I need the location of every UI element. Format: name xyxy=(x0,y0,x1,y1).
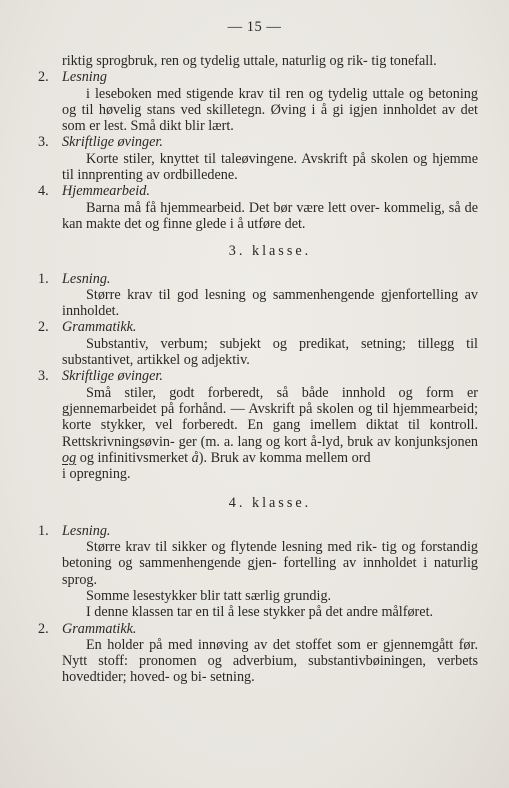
klasse2-item xyxy=(38,183,478,232)
conjunction-og: og xyxy=(62,449,77,466)
item-title: Lesning. xyxy=(62,270,111,287)
item-title: Hjemmearbeid. xyxy=(62,183,150,200)
item-title: Lesning. xyxy=(62,522,111,539)
item-paragraph: I denne klassen tar en til å lese stykker på det andre målføret. xyxy=(86,604,434,621)
item-number: 2. xyxy=(38,620,49,637)
item-title: Grammatikk. xyxy=(62,620,137,637)
klasse2-item xyxy=(38,134,478,183)
item-number: 4. xyxy=(38,183,49,200)
klasse3-heading: 3. klasse. xyxy=(228,243,312,260)
klasse4-item xyxy=(38,621,478,686)
item-paragraph: Små stiler, godt forberedt, så både innhold og form er gjennemarbeidet på forhånd. — Avskrift på skolen og til hjemmearbeid; korte stykker, vel forberedt. En gang imellem diktat til kontroll. Rettskrivningsøvin- ger (m. a. lang og kort å-lyd, bruk av konjunksjonen og og infinitivsmerket å). Bruk av komma mellem ord xyxy=(62,384,479,466)
infinitive-marker: å xyxy=(191,449,199,466)
klasse3-item xyxy=(38,319,478,368)
spacer xyxy=(38,260,478,271)
klasse3-item xyxy=(38,368,478,482)
page-number: — 15 — xyxy=(227,19,282,35)
intro-paragraph: riktig sprogbruk, ren og tydelig uttale, naturlig og rik- tig tonefall. xyxy=(62,53,437,69)
item-paragraph: Barna må få hjemmearbeid. Det bør være lett over- kommelig, så de kan makte det og finne glede i å utføre det. xyxy=(62,199,479,232)
item-title: Grammatikk. xyxy=(62,319,137,336)
item-paragraph: Substantiv, verbum; subjekt og predikat, setning; tillegg til substantivet, artikkel og adjektiv. xyxy=(62,335,478,369)
item-paragraph: Større krav til sikker og flytende lesning med rik- tig og forstandig betoning og sammenhengende gjen- fortelling av innholdet i naturlig sprog. xyxy=(62,539,478,588)
item-paragraph: En holder på med innøving av det stoffet som er gjennemgått før. Nytt stoff: pronomen og adverbium, substantivbøiningen, verbets hovedtider; hoved- og bi- setning. xyxy=(62,636,479,686)
spacer xyxy=(38,512,478,523)
item-title: Lesning xyxy=(62,69,107,86)
item-number: 2. xyxy=(38,319,49,336)
klasse4-item xyxy=(38,523,478,621)
klasse2-item xyxy=(38,69,478,134)
item-number: 3. xyxy=(38,134,49,151)
item-number: 1. xyxy=(38,270,49,287)
item-paragraph: Korte stiler, knyttet til taleøvingene. Avskrift på skolen og hjemme til innprenting av ordbilledene. xyxy=(62,150,479,184)
item-paragraph: Somme lesestykker blir tatt særlig grundig. xyxy=(86,587,332,604)
page-text xyxy=(38,53,478,686)
item-title: Skriftlige øvinger. xyxy=(62,134,163,151)
klasse4-heading: 4. klasse. xyxy=(228,495,312,512)
item-title: Skriftlige øvinger. xyxy=(62,368,163,385)
item-number: 1. xyxy=(38,522,49,539)
spacer xyxy=(38,482,478,495)
item-number: 3. xyxy=(38,368,49,385)
item-paragraph: i leseboken med stigende krav til ren og tydelig uttale og betoning og til høvelig stans ved skilletegn. Øving i å gi igjen innholdet av det som er lest. Små dikt blir lært. xyxy=(62,85,479,135)
item-number: 2. xyxy=(38,69,49,86)
item-paragraph: Større krav til god lesning og sammenhengende gjenfortelling av innholdet. xyxy=(62,286,478,320)
spacer xyxy=(38,232,478,243)
klasse3-item xyxy=(38,271,478,320)
final-line: i opregning. xyxy=(62,466,131,483)
